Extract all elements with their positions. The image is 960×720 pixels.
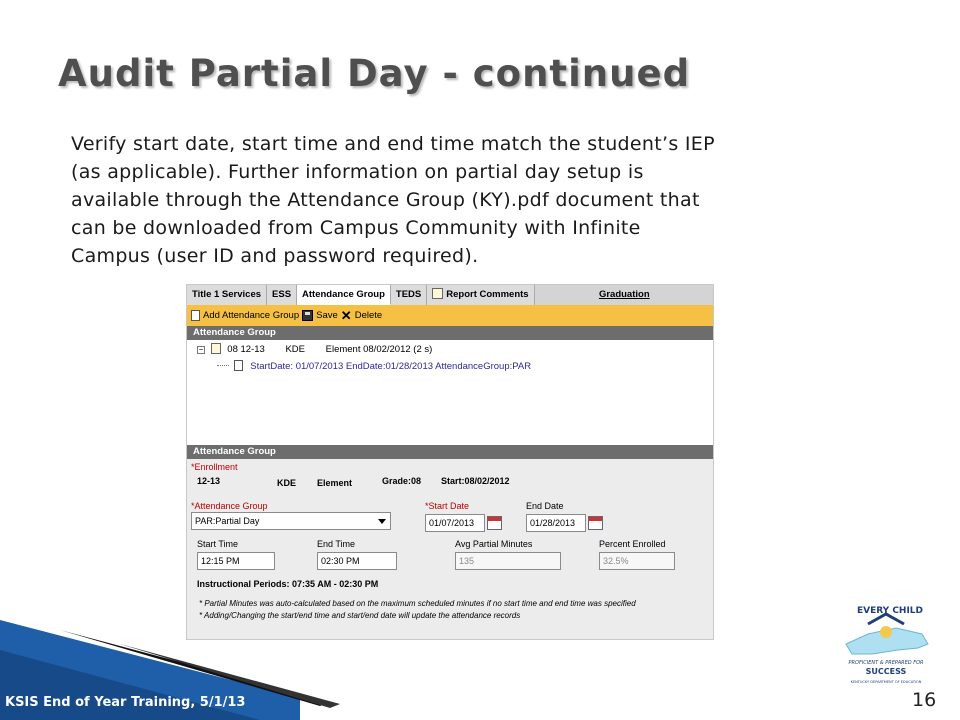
attendance-group-label: *Attendance Group [191, 501, 268, 511]
tab-report-comments-label: Report Comments [446, 289, 529, 300]
footer-label: KSIS End of Year Training, 5/1/13 [5, 695, 246, 710]
logo-line1: PROFICIENT & PREPARED FOR [848, 660, 924, 666]
attendance-group-screenshot [186, 284, 714, 640]
slide-title: Audit Partial Day - continued [58, 52, 691, 95]
enrollment-org: KDE [277, 478, 297, 488]
attendance-group-value: PAR:Partial Day [195, 516, 260, 526]
enrollment-year: 12-13 [197, 476, 221, 486]
intro-text [71, 130, 841, 270]
end-date-input[interactable]: 01/28/2013 [526, 514, 586, 532]
intro-line: available through the Attendance Group (KY).pdf document that [71, 189, 700, 211]
tree-node-record[interactable] [217, 360, 531, 372]
intro-line: Verify start date, start time and end time match the student’s IEP [71, 133, 715, 155]
add-attendance-group-label: Add Attendance Group [203, 310, 300, 321]
tree-element-label: Element 08/02/2012 (2 s) [325, 344, 433, 355]
collapse-icon[interactable]: − [198, 345, 204, 354]
tree-year-label: 08 12-13 [227, 344, 265, 355]
intro-line: can be downloaded from Campus Community with Infinite [71, 217, 641, 239]
delete-label: Delete [354, 310, 383, 321]
new-document-icon [191, 310, 200, 321]
tab-report-comments[interactable] [427, 285, 534, 305]
tree-node-year[interactable] [197, 343, 432, 355]
attendance-group-tree [187, 340, 714, 439]
end-time-label: End Time [317, 539, 356, 549]
action-toolbar [187, 305, 714, 326]
end-date-label: End Date [526, 501, 564, 511]
start-time-label: Start Time [197, 539, 239, 549]
every-child-logo [838, 604, 934, 688]
detail-section-header: Attendance Group [187, 445, 714, 459]
notepad-icon [211, 343, 221, 354]
intro-line: (as applicable). Further information on partial day setup is [71, 161, 644, 183]
tab-graduation[interactable]: Graduation [535, 285, 714, 305]
percent-enrolled-field: 32.5% [599, 552, 675, 570]
delete-button[interactable] [341, 310, 382, 321]
logo-top-text: EVERY CHILD [856, 606, 924, 616]
percent-enrolled-label: Percent Enrolled [599, 539, 666, 549]
list-section-header: Attendance Group [187, 326, 714, 340]
delete-x-icon: ✕ [340, 308, 352, 323]
notepad-icon [432, 288, 443, 299]
note-line: * Adding/Changing the start/end time and start/end date will update the attendance records [199, 611, 521, 620]
note-line: * Partial Minutes was auto-calculated based on the maximum scheduled minutes if no start time and end time was specified [199, 599, 636, 608]
enrollment-label: *Enrollment [191, 462, 238, 472]
intro-line: Campus (user ID and password required). [71, 245, 479, 267]
floppy-disk-icon [302, 310, 313, 321]
instructional-periods: Instructional Periods: 07:35 AM - 02:30 PM [197, 579, 379, 589]
start-date-input[interactable]: 01/07/2013 [425, 514, 485, 532]
dropdown-arrow-icon [378, 519, 386, 524]
enrollment-element: Element [317, 478, 353, 488]
attendance-group-select[interactable] [191, 512, 391, 530]
tab-attendance-group[interactable]: Attendance Group [297, 285, 391, 305]
page-number: 16 [912, 689, 937, 711]
document-icon [234, 360, 243, 371]
end-time-input[interactable]: 02:30 PM [317, 552, 397, 570]
enrollment-start: Start:08/02/2012 [441, 476, 510, 486]
tab-bar [187, 285, 714, 305]
enrollment-grade: Grade:08 [382, 476, 422, 486]
calendar-icon[interactable] [487, 516, 502, 530]
calendar-icon[interactable] [588, 516, 603, 530]
tree-record-label: StartDate: 01/07/2013 EndDate:01/28/2013 AttendanceGroup:PAR [250, 361, 532, 372]
avg-partial-minutes-field: 135 [455, 552, 561, 570]
tree-org-label: KDE [285, 344, 305, 355]
avg-partial-minutes-label: Avg Partial Minutes [455, 539, 533, 549]
tab-title1-services[interactable]: Title 1 Services [187, 285, 267, 305]
tab-ess[interactable]: ESS [267, 285, 297, 305]
logo-line3: KENTUCKY DEPARTMENT OF EDUCATION [850, 680, 922, 684]
add-attendance-group-button[interactable] [191, 310, 299, 321]
start-time-input[interactable]: 12:15 PM [197, 552, 275, 570]
logo-line2: SUCCESS [865, 667, 907, 676]
save-label: Save [316, 310, 338, 321]
start-date-label: *Start Date [425, 501, 470, 511]
tab-teds[interactable]: TEDS [391, 285, 427, 305]
save-button[interactable] [302, 310, 338, 321]
